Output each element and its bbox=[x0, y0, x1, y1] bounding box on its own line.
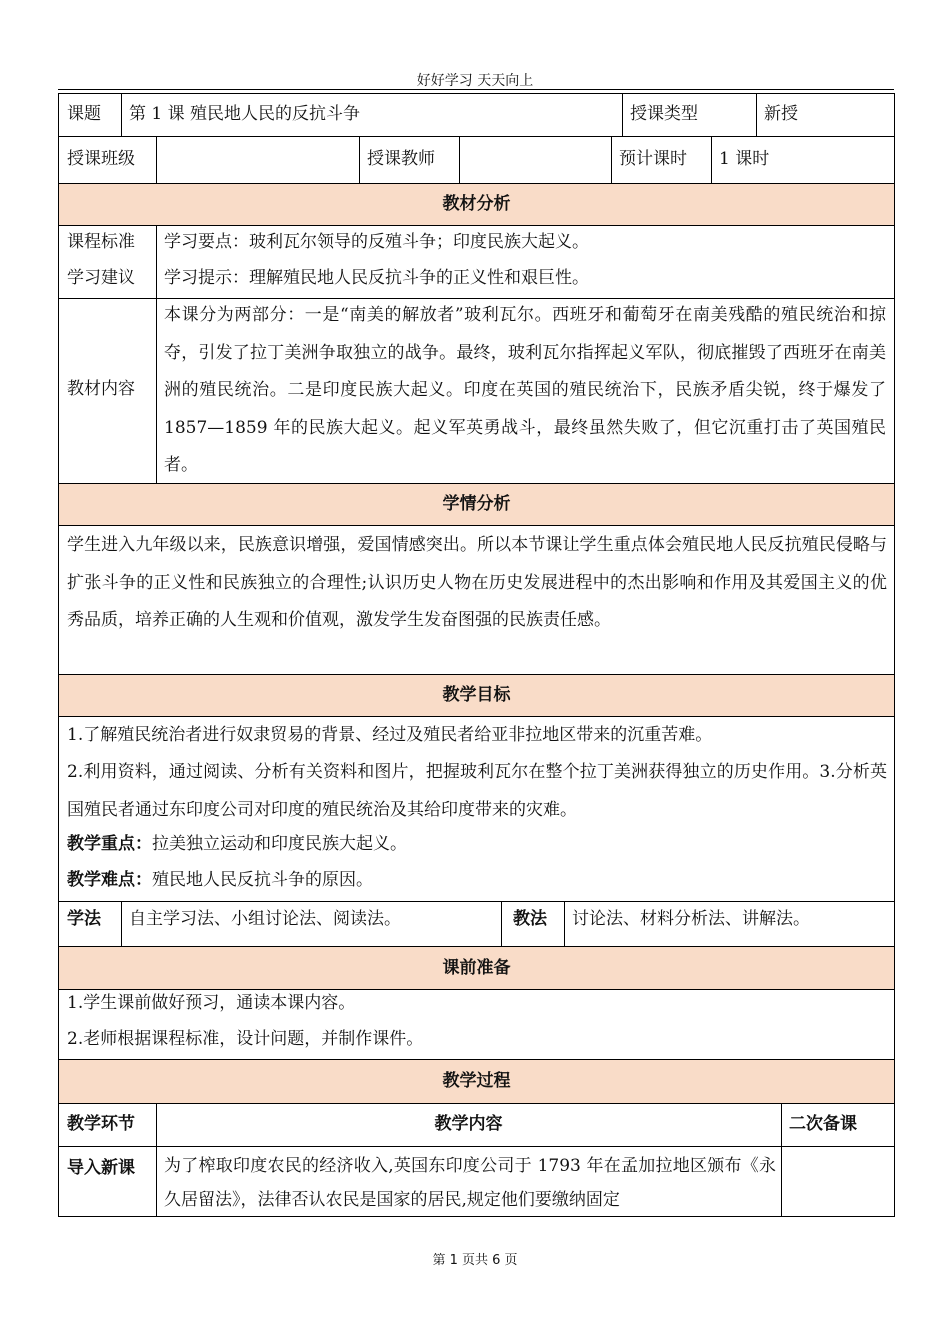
lesson-plan-table bbox=[58, 93, 895, 1217]
study-method-label: 学法 bbox=[67, 909, 101, 929]
advice-value: 学习提示：理解殖民地人民反抗斗争的正义性和艰巨性。 bbox=[164, 268, 589, 288]
topic-value: 第 1 课 殖民地人民的反抗斗争 bbox=[129, 104, 361, 124]
teach-method-label: 教法 bbox=[513, 909, 547, 929]
content-text: 本课分为两部分：一是“南美的解放者”玻利瓦尔。西班牙和葡萄牙在南美残酷的殖民统治和掠夺，引发了拉丁美洲争取独立的战争。最终，玻利瓦尔指挥起义军队，彻底摧毁了西班牙在南美洲的殖民统治。二是印度民族大起义。印度在英国的殖民统治下，民族矛盾尖锐，终于爆发了 1857—1859 年的民族大起义。起义军英勇战斗，最终虽然失败了，但它沉重打击了英国殖民者。 bbox=[164, 305, 886, 475]
section-heading-analysis: 教材分析 bbox=[59, 183, 894, 226]
divider bbox=[156, 136, 157, 183]
teacher-label: 授课教师 bbox=[367, 149, 435, 169]
process-row1-stage: 导入新课 bbox=[67, 1158, 135, 1178]
hours-label: 预计课时 bbox=[619, 149, 687, 169]
type-value: 新授 bbox=[764, 104, 798, 124]
prep-item-2: 2.老师根据课程标准，设计问题，并制作课件。 bbox=[67, 1029, 424, 1049]
key-point-label: 教学重点： bbox=[67, 834, 152, 854]
section-heading-goals: 教学目标 bbox=[59, 674, 894, 717]
class-label: 授课班级 bbox=[67, 149, 135, 169]
divider bbox=[501, 901, 502, 946]
difficult-point-value: 殖民地人民反抗斗争的原因。 bbox=[152, 870, 373, 890]
process-col-notes: 二次备课 bbox=[789, 1114, 857, 1134]
goal-item-1: 1.了解殖民统治者进行奴隶贸易的背景、经过及殖民者给亚非拉地区带来的沉重苦难。 bbox=[67, 725, 713, 745]
content-label: 教材内容 bbox=[67, 379, 135, 399]
learner-text: 学生进入九年级以来，民族意识增强，爱国情感突出。所以本节课让学生重点体会殖民地人民反抗殖民侵略与扩张斗争的正义性和民族独立的合理性;认识历史人物在历史发展进程中的杰出影响和作用及其爱国主义的优秀品质，培养正确的人生观和价值观，激发学生发奋图强的民族责任感。 bbox=[67, 535, 887, 630]
prep-item-1: 1.学生课前做好预习，通读本课内容。 bbox=[67, 993, 356, 1013]
process-col-content: 教学内容 bbox=[434, 1114, 503, 1134]
divider bbox=[59, 136, 894, 137]
section-heading-prep: 课前准备 bbox=[59, 946, 894, 990]
header-divider bbox=[58, 89, 894, 90]
divider bbox=[59, 1146, 894, 1147]
page-header: 好好学习 天天向上 bbox=[416, 73, 534, 89]
difficult-point bbox=[59, 862, 373, 898]
hours-value: 1 课时 bbox=[719, 149, 770, 169]
study-method-value: 自主学习法、小组讨论法、阅读法。 bbox=[129, 909, 401, 929]
section-heading-learner: 学情分析 bbox=[59, 483, 894, 526]
advice-label: 学习建议 bbox=[67, 268, 135, 288]
key-point bbox=[59, 826, 407, 862]
process-col-stage: 教学环节 bbox=[67, 1114, 135, 1134]
goal-item-2: 2.利用资料，通过阅读、分析有关资料和图片，把握玻利瓦尔在整个拉丁美洲获得独立的历史作用。3.分析英国殖民者通过东印度公司对印度的殖民统治及其给印度带来的灾难。 bbox=[67, 762, 887, 820]
page-footer: 第 1 页共 6 页 bbox=[432, 1253, 518, 1268]
standard-value: 学习要点：玻利瓦尔领导的反殖斗争；印度民族大起义。 bbox=[164, 232, 589, 252]
topic-label: 课题 bbox=[67, 104, 101, 124]
standard-label: 课程标准 bbox=[67, 232, 135, 252]
type-label: 授课类型 bbox=[630, 104, 698, 124]
section-heading-process: 教学过程 bbox=[59, 1059, 894, 1104]
difficult-point-label: 教学难点： bbox=[67, 870, 152, 890]
process-row1-text: 为了榨取印度农民的经济收入,英国东印度公司于 1793 年在孟加拉地区颁布《永久居留法》，法律否认农民是国家的居民,规定他们要缴纳固定 bbox=[164, 1156, 776, 1210]
teach-method-value: 讨论法、材料分析法、讲解法。 bbox=[572, 909, 810, 929]
key-point-value: 拉美独立运动和印度民族大起义。 bbox=[152, 834, 407, 854]
divider bbox=[459, 136, 460, 183]
